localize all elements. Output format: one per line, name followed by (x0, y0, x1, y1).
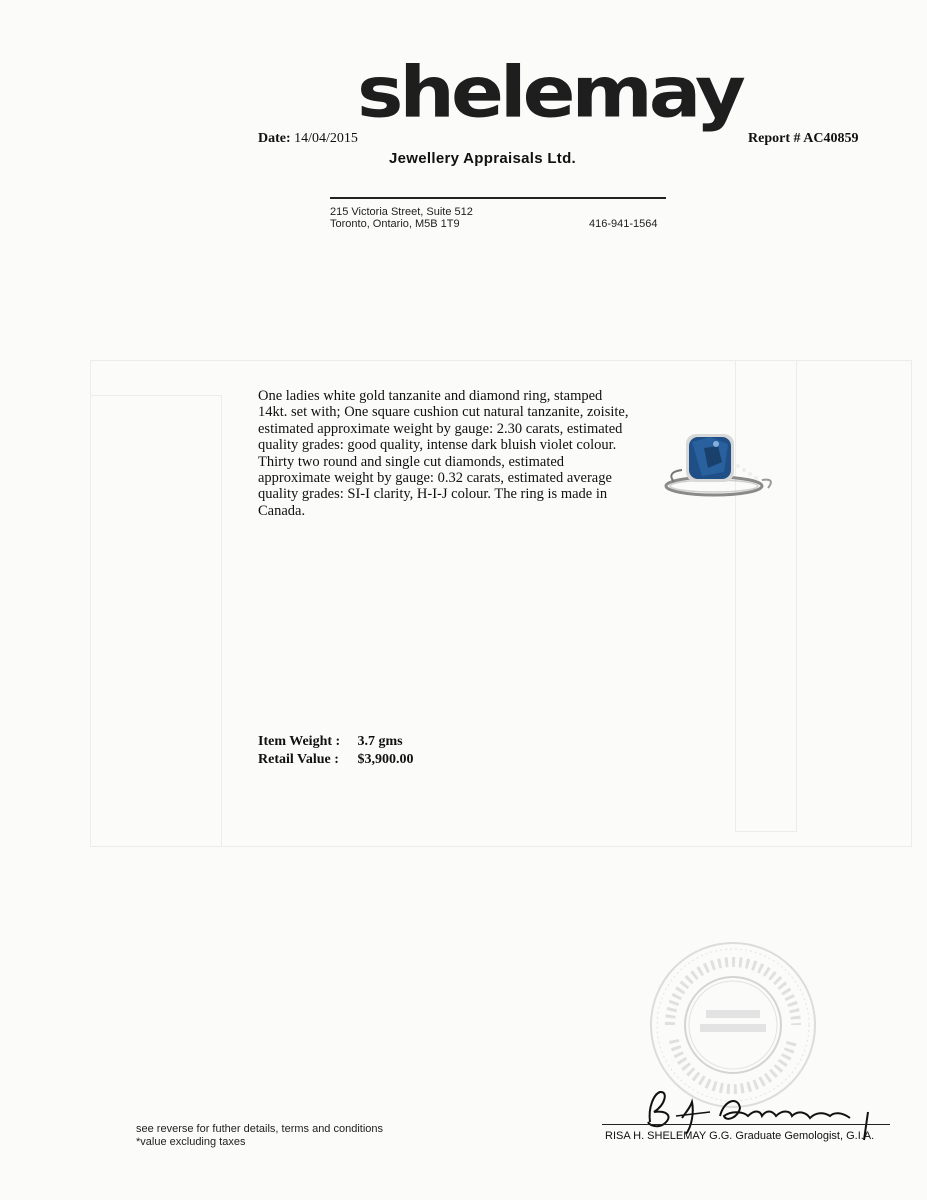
item-weight-value: 3.7 gms (357, 734, 403, 749)
retail-value-label: Retail Value : (258, 752, 339, 767)
company-subtitle: Jewellery Appraisals Ltd. (389, 150, 577, 167)
item-weight (258, 734, 403, 750)
signer-name: RISA H. SHELEMAY (605, 1130, 707, 1142)
date-line (258, 131, 358, 147)
date-label: Date: (258, 131, 291, 146)
footer-note-taxes: *value excluding taxes (136, 1136, 246, 1148)
signer-title: G.G. Graduate Gemologist, G.I.A. (709, 1130, 875, 1142)
retail-value-amount: $3,900.00 (357, 752, 414, 767)
background-table-ghost (90, 395, 222, 847)
report-value: AC40859 (803, 131, 859, 146)
address-line-1: 215 Victoria Street, Suite 512 (330, 206, 473, 218)
signer (605, 1130, 874, 1142)
footer-note-terms: see reverse for futher details, terms and conditions (136, 1123, 384, 1135)
item-weight-label: Item Weight : (258, 734, 341, 749)
date-value: 14/04/2015 (294, 131, 358, 146)
address-line-2: Toronto, Ontario, M5B 1T9 (330, 218, 460, 230)
retail-value (258, 752, 414, 768)
signature-line (602, 1124, 890, 1125)
report-number (748, 131, 858, 147)
header-divider (330, 197, 666, 199)
report-label: Report # (748, 131, 801, 146)
phone-number: 416-941-1564 (589, 218, 658, 230)
ring-photo (664, 422, 784, 504)
item-description: One ladies white gold tanzanite and diamond ring, stamped 14kt. set with; One square cushion cut natural tanzanite, zoisite, estimated approximate weight by gauge: 2.30 carats, estimated quality grades: good quality, intense dark bluish violet colour. Thirty two round and single cut diamonds, estimated approximate weight by gauge: 0.32 carats, estimated average quality grades: SI-I clarity, H-I-J colour. The ring is made in Canada. (258, 388, 629, 519)
company-logo: shelemay (357, 52, 742, 134)
